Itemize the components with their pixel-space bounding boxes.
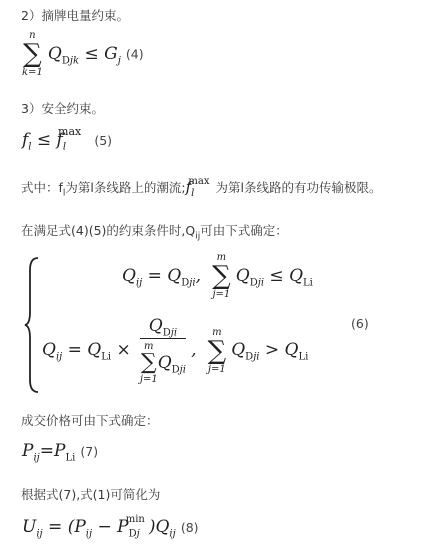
sum-upper-limit: n — [29, 30, 36, 41]
summation-symbol — [22, 30, 43, 78]
definition-line: 式中：$f_l$为第l条线路上的潮流$;f_l^{max}$ 为第l条线路的有功传输极限。 — [21, 175, 382, 199]
eq8-number: (8) — [180, 520, 199, 535]
eq4-body: $Q_{Djk} \le G_j$ — [47, 43, 121, 66]
equation-7: $P_{ij}=P_{Li}$ (7) — [22, 441, 99, 464]
condition-line: 在满足式(4)(5)的约束条件时$,Q_{ij}$可由下式确定： — [21, 223, 288, 242]
constraint-heading-2: 2）摘牌电量约束。 — [21, 8, 129, 23]
simplify-line: 根据式(7),式(1)可简化为 — [21, 487, 161, 502]
price-line: 成交价格可由下式确定： — [21, 413, 159, 428]
eq5-number: (5) — [94, 133, 113, 148]
min-superscript: min — [125, 513, 145, 525]
equation-6-row-1: $Q_{ij} = Q_{Dji}$, m ∑ j=1 $Q_{Dji} \le Q_{Li}$ — [122, 252, 313, 300]
eq4-number: (4) — [125, 46, 144, 62]
eq6-number: (6) — [351, 316, 369, 331]
max-superscript: max — [58, 124, 82, 138]
left-brace — [24, 256, 40, 394]
sigma-glyph: ∑ — [23, 39, 42, 69]
constraint-heading-3: 3）安全约束。 — [21, 101, 104, 116]
equation-6-row-2: $Q_{ij} = Q_{Li}$ × $Q_{Dji}$ m ∑ j=1 $Q_{Dji}$ , m ∑ j=1 $Q_{Dji} > Q_{Li}$ — [42, 316, 309, 385]
eq7-number: (7) — [80, 444, 99, 459]
equation-4 — [22, 30, 144, 78]
sum-lower-limit: k=1 — [22, 67, 43, 78]
equation-5: $f_l \le f_l^{max}$ (5) — [22, 124, 113, 153]
equation-8: $U_{ij} = (P_{ij} - P_{Dj}^{min}$ )$Q_{ij}$ (8) — [22, 513, 199, 540]
